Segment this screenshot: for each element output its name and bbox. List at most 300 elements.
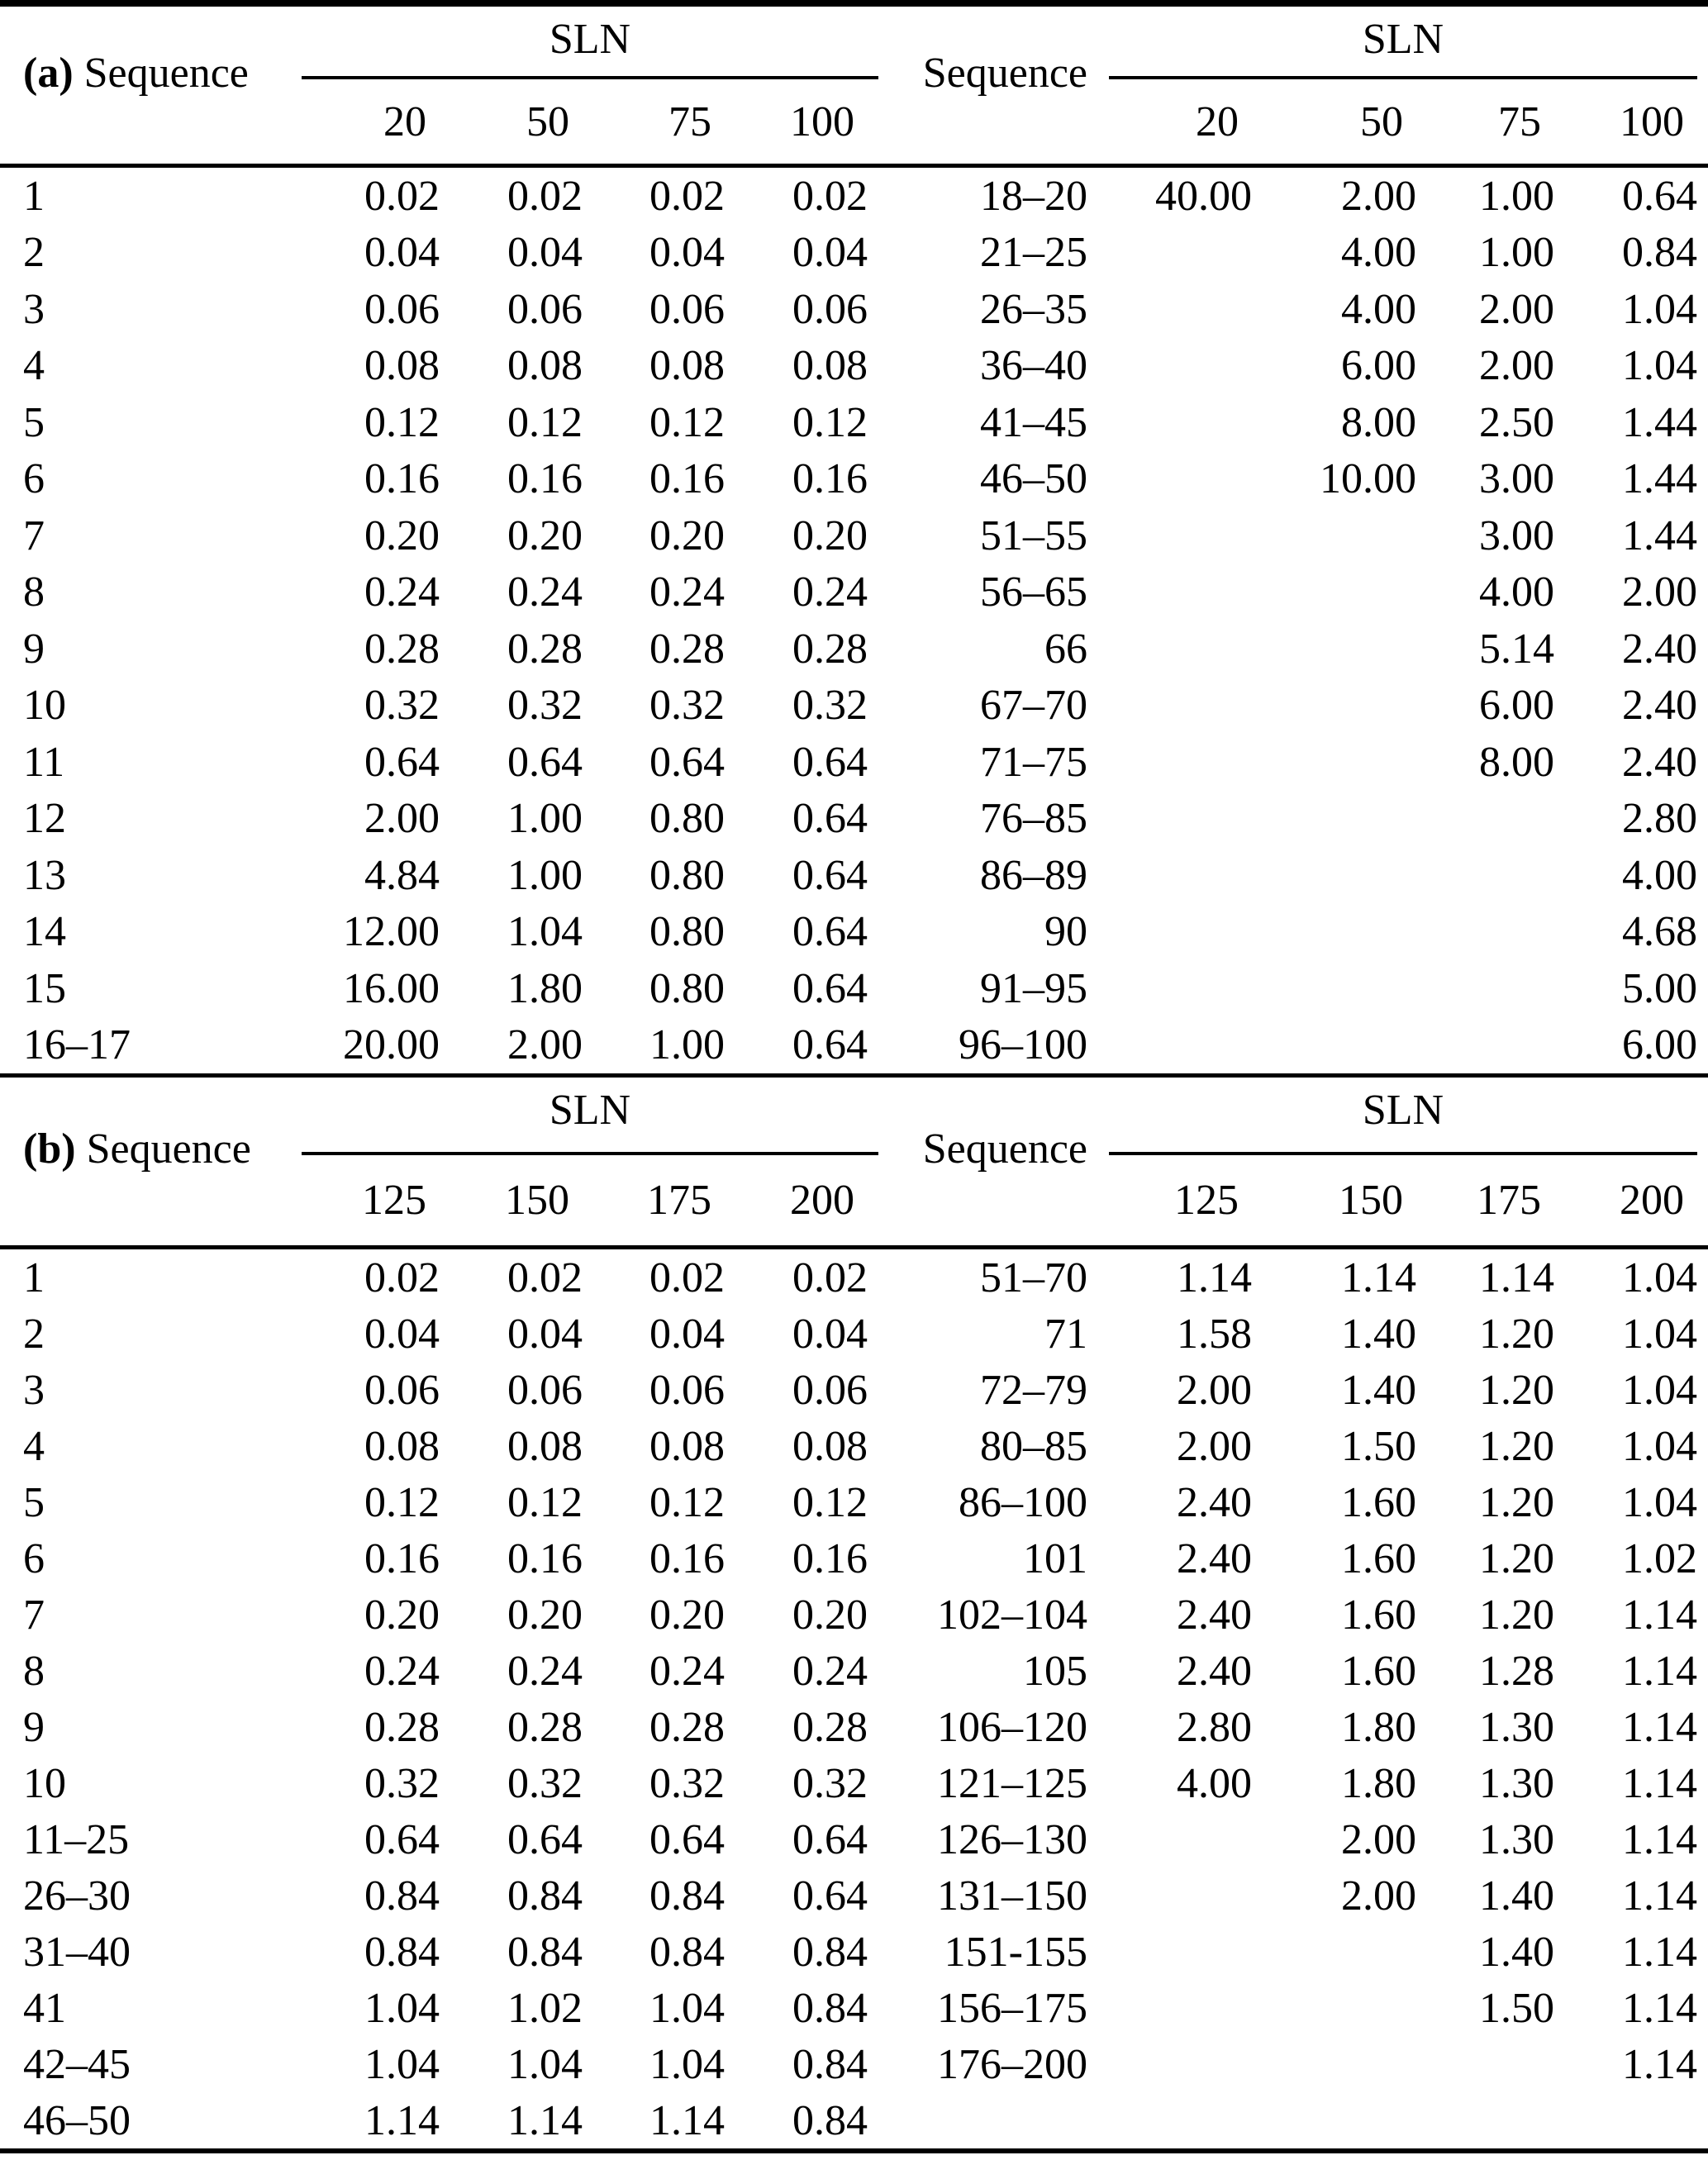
sequence-cell: 4 — [23, 1422, 45, 1470]
value-cell: 2.40 — [1622, 682, 1697, 730]
value-cell: 40.00 — [1155, 172, 1252, 220]
sequence-cell: 7 — [23, 1591, 45, 1639]
col-header: 75 — [668, 98, 711, 145]
table-b-tag: (b) — [23, 1125, 76, 1173]
value-cell: 1.14 — [1622, 1591, 1697, 1639]
sequence-cell: 51–70 — [980, 1254, 1087, 1301]
value-cell: 0.64 — [792, 908, 868, 956]
table-b-sln-group-left — [302, 1078, 878, 1155]
value-cell: 0.32 — [364, 682, 440, 730]
sequence-cell: 8 — [23, 1647, 45, 1695]
value-cell: 0.64 — [792, 1872, 868, 1920]
table-b-sln-group-right — [1109, 1078, 1697, 1155]
value-cell: 1.40 — [1479, 1928, 1554, 1976]
value-cell: 0.84 — [649, 1928, 725, 1976]
sequence-cell: 26–30 — [23, 1872, 131, 1920]
value-cell — [1416, 960, 1554, 1017]
value-cell: 1.14 — [1341, 1254, 1416, 1301]
value-cell: 0.08 — [364, 342, 440, 390]
table-b-sequence-header-2 — [868, 1078, 1087, 1245]
value-cell — [1252, 847, 1416, 904]
sequence-cell: 26–35 — [980, 285, 1087, 333]
sequence-cell: 101 — [1023, 1534, 1087, 1582]
value-cell: 8.00 — [1479, 738, 1554, 786]
value-cell — [1087, 564, 1252, 621]
value-cell: 10.00 — [1320, 455, 1416, 503]
value-cell: 1.14 — [1622, 1759, 1697, 1807]
value-cell: 0.16 — [507, 455, 583, 503]
sequence-cell: 151-155 — [944, 1928, 1087, 1976]
table-a-sequence-header-2 — [868, 7, 1087, 164]
value-cell: 0.24 — [364, 1647, 440, 1695]
value-cell — [1416, 847, 1554, 904]
value-cell: 0.02 — [792, 172, 868, 220]
value-cell: 0.32 — [649, 1759, 725, 1807]
sequence-label: Sequence — [83, 49, 249, 97]
value-cell: 0.64 — [507, 1815, 583, 1863]
value-cell: 4.00 — [1341, 229, 1416, 277]
sequence-cell: 9 — [23, 625, 45, 673]
value-cell: 0.64 — [792, 964, 868, 1012]
value-cell: 1.50 — [1479, 1984, 1554, 2032]
col-header: 200 — [790, 1177, 854, 1224]
col-header: 150 — [1339, 1177, 1403, 1224]
value-cell — [1087, 621, 1252, 678]
value-cell: 0.80 — [649, 908, 725, 956]
value-cell — [1087, 2036, 1252, 2092]
value-cell: 2.40 — [1177, 1478, 1252, 1526]
value-cell: 1.80 — [507, 964, 583, 1012]
value-cell: 0.24 — [649, 1647, 725, 1695]
value-cell: 0.04 — [649, 229, 725, 277]
value-cell: 1.58 — [1177, 1310, 1252, 1358]
value-cell: 0.16 — [792, 1534, 868, 1582]
value-cell: 1.60 — [1341, 1534, 1416, 1582]
value-cell: 4.84 — [364, 851, 440, 899]
value-cell: 1.20 — [1479, 1310, 1554, 1358]
sequence-cell: 56–65 — [980, 569, 1087, 616]
value-cell: 1.04 — [649, 1984, 725, 2032]
value-cell: 0.32 — [792, 1759, 868, 1807]
value-cell: 0.32 — [364, 1759, 440, 1807]
col-header: 50 — [1360, 98, 1403, 145]
value-cell: 2.40 — [1177, 1647, 1252, 1695]
sln-group-label: SLN — [549, 16, 631, 63]
sequence-cell: 10 — [23, 682, 66, 730]
value-cell: 1.04 — [507, 2040, 583, 2088]
value-cell: 0.24 — [792, 569, 868, 616]
value-cell: 1.04 — [1622, 1254, 1697, 1301]
value-cell: 0.28 — [792, 1703, 868, 1751]
sequence-cell: 42–45 — [23, 2040, 131, 2088]
value-cell: 0.12 — [649, 1478, 725, 1526]
value-cell: 1.30 — [1479, 1815, 1554, 1863]
col-header: 50 — [526, 98, 569, 145]
value-cell: 1.14 — [1622, 2040, 1697, 2088]
sequence-cell: 12 — [23, 795, 66, 843]
value-cell — [1416, 2092, 1554, 2148]
value-cell: 0.20 — [649, 511, 725, 559]
value-cell: 2.00 — [1341, 1872, 1416, 1920]
col-header: 150 — [505, 1177, 569, 1224]
value-cell: 2.00 — [1177, 1422, 1252, 1470]
sequence-cell: 80–85 — [980, 1422, 1087, 1470]
value-cell: 0.84 — [507, 1872, 583, 1920]
value-cell: 2.00 — [507, 1021, 583, 1069]
col-header: 20 — [1196, 98, 1239, 145]
table-b-sequence-header — [0, 1078, 274, 1245]
sequence-cell: 96–100 — [959, 1021, 1087, 1069]
value-cell: 4.68 — [1622, 908, 1697, 956]
value-cell: 0.84 — [364, 1872, 440, 1920]
value-cell: 1.02 — [1622, 1534, 1697, 1582]
col-header: 100 — [790, 98, 854, 145]
col-header: 175 — [647, 1177, 711, 1224]
value-cell: 0.20 — [364, 1591, 440, 1639]
value-cell: 1.04 — [1622, 1422, 1697, 1470]
sequence-cell: 5 — [23, 398, 45, 446]
value-cell: 3.00 — [1479, 511, 1554, 559]
value-cell — [1252, 734, 1416, 791]
value-cell: 2.00 — [1177, 1366, 1252, 1414]
value-cell: 0.08 — [649, 1422, 725, 1470]
sequence-cell: 46–50 — [980, 455, 1087, 503]
sequence-cell: 51–55 — [980, 511, 1087, 559]
value-cell — [1087, 507, 1252, 564]
sequence-cell: 21–25 — [980, 229, 1087, 277]
value-cell: 0.08 — [792, 1422, 868, 1470]
value-cell: 0.28 — [507, 1703, 583, 1751]
value-cell: 1.40 — [1341, 1310, 1416, 1358]
value-cell: 1.40 — [1479, 1872, 1554, 1920]
value-cell: 0.20 — [364, 511, 440, 559]
sequence-cell: 1 — [23, 172, 45, 220]
value-cell — [1554, 2092, 1708, 2148]
table-a-sequence-header — [0, 7, 274, 164]
value-cell: 1.04 — [1622, 285, 1697, 333]
value-cell: 1.44 — [1622, 511, 1697, 559]
bottom-rule — [0, 2148, 1708, 2153]
value-cell: 1.14 — [507, 2096, 583, 2144]
value-cell — [1087, 1811, 1252, 1867]
value-cell — [1252, 2036, 1416, 2092]
sln-group-label: SLN — [1362, 16, 1444, 63]
value-cell — [1087, 451, 1252, 508]
value-cell: 8.00 — [1341, 398, 1416, 446]
value-cell: 0.84 — [792, 1984, 868, 2032]
value-cell: 0.64 — [1622, 172, 1697, 220]
value-cell: 0.32 — [507, 1759, 583, 1807]
value-cell: 1.14 — [364, 2096, 440, 2144]
value-cell — [1252, 1017, 1416, 1074]
value-cell: 0.06 — [792, 1366, 868, 1414]
sequence-cell: 102–104 — [937, 1591, 1087, 1639]
value-cell — [1252, 564, 1416, 621]
sequence-cell: 31–40 — [23, 1928, 131, 1976]
value-cell: 0.80 — [649, 795, 725, 843]
value-cell: 0.64 — [792, 1815, 868, 1863]
value-cell: 0.04 — [507, 229, 583, 277]
sequence-cell: 71–75 — [980, 738, 1087, 786]
sequence-cell: 156–175 — [937, 1984, 1087, 2032]
value-cell: 5.00 — [1622, 964, 1697, 1012]
value-cell — [1416, 2036, 1554, 2092]
value-cell: 6.00 — [1479, 682, 1554, 730]
value-cell: 0.04 — [792, 229, 868, 277]
value-cell — [1252, 904, 1416, 961]
sequence-cell: 36–40 — [980, 342, 1087, 390]
top-rule — [0, 0, 1708, 7]
sequence-cell: 67–70 — [980, 682, 1087, 730]
value-cell: 0.84 — [364, 1928, 440, 1976]
value-cell: 0.20 — [649, 1591, 725, 1639]
value-cell: 0.64 — [507, 738, 583, 786]
value-cell: 1.50 — [1341, 1422, 1416, 1470]
value-cell — [1252, 1980, 1416, 2036]
value-cell — [1087, 338, 1252, 395]
value-cell: 0.20 — [507, 511, 583, 559]
value-cell: 4.00 — [1622, 851, 1697, 899]
sequence-cell: 126–130 — [937, 1815, 1087, 1863]
value-cell: 0.12 — [792, 398, 868, 446]
value-cell: 1.14 — [649, 2096, 725, 2144]
value-cell: 0.32 — [792, 682, 868, 730]
value-cell: 1.04 — [649, 2040, 725, 2088]
value-cell: 3.00 — [1479, 455, 1554, 503]
value-cell: 0.24 — [364, 569, 440, 616]
sln-group-label: SLN — [549, 1087, 631, 1134]
value-cell: 0.32 — [507, 682, 583, 730]
value-cell: 0.64 — [792, 851, 868, 899]
value-cell: 2.00 — [364, 795, 440, 843]
value-cell: 0.08 — [507, 342, 583, 390]
value-cell — [1087, 678, 1252, 735]
value-cell: 0.06 — [507, 285, 583, 333]
value-cell: 0.24 — [507, 1647, 583, 1695]
sequence-cell: 91–95 — [980, 964, 1087, 1012]
value-cell: 0.08 — [792, 342, 868, 390]
value-cell: 4.00 — [1479, 569, 1554, 616]
value-cell: 2.00 — [1341, 1815, 1416, 1863]
value-cell — [1252, 2092, 1416, 2148]
value-cell — [1252, 621, 1416, 678]
sequence-cell: 15 — [23, 964, 66, 1012]
value-cell: 1.40 — [1341, 1366, 1416, 1414]
sequence-label: Sequence — [86, 1125, 251, 1173]
value-cell: 1.14 — [1177, 1254, 1252, 1301]
sln-group-label: SLN — [1362, 1087, 1444, 1134]
value-cell: 1.60 — [1341, 1647, 1416, 1695]
value-cell: 1.04 — [1622, 342, 1697, 390]
value-cell: 1.44 — [1622, 398, 1697, 446]
value-cell — [1087, 394, 1252, 451]
sequence-cell: 8 — [23, 569, 45, 616]
value-cell: 0.02 — [649, 172, 725, 220]
value-cell: 0.16 — [364, 1534, 440, 1582]
value-cell: 0.08 — [364, 1422, 440, 1470]
value-cell: 0.20 — [792, 511, 868, 559]
sequence-cell: 6 — [23, 455, 45, 503]
value-cell — [1087, 847, 1252, 904]
table-a-sln-group-right — [1109, 7, 1697, 79]
sequence-cell: 66 — [1044, 625, 1087, 673]
value-cell: 4.00 — [1341, 285, 1416, 333]
value-cell: 1.14 — [1622, 1703, 1697, 1751]
value-cell: 1.60 — [1341, 1591, 1416, 1639]
value-cell: 0.12 — [507, 398, 583, 446]
sequence-cell: 41 — [23, 1984, 66, 2032]
value-cell: 1.04 — [364, 2040, 440, 2088]
value-cell: 1.04 — [364, 1984, 440, 2032]
sequence-cell: 1 — [23, 1254, 45, 1301]
sequence-cell: 18–20 — [980, 172, 1087, 220]
value-cell: 0.64 — [364, 1815, 440, 1863]
value-cell: 0.20 — [507, 1591, 583, 1639]
value-cell: 1.20 — [1479, 1366, 1554, 1414]
col-header: 125 — [1174, 1177, 1239, 1224]
value-cell: 0.28 — [792, 625, 868, 673]
value-cell: 0.08 — [507, 1422, 583, 1470]
col-header: 125 — [362, 1177, 426, 1224]
sequence-cell: 86–100 — [959, 1478, 1087, 1526]
sequence-cell — [868, 2092, 1087, 2148]
value-cell: 0.04 — [649, 1310, 725, 1358]
value-cell: 0.16 — [364, 455, 440, 503]
value-cell: 0.24 — [792, 1647, 868, 1695]
value-cell: 1.80 — [1341, 1703, 1416, 1751]
sequence-cell: 46–50 — [23, 2096, 131, 2144]
col-header: 175 — [1477, 1177, 1541, 1224]
value-cell: 0.32 — [649, 682, 725, 730]
value-cell: 0.20 — [792, 1591, 868, 1639]
value-cell — [1087, 225, 1252, 282]
sequence-cell: 105 — [1023, 1647, 1087, 1695]
value-cell: 0.28 — [364, 625, 440, 673]
sequence-cell: 4 — [23, 342, 45, 390]
sequence-cell: 90 — [1044, 908, 1087, 956]
value-cell: 0.84 — [649, 1872, 725, 1920]
value-cell: 1.04 — [1622, 1310, 1697, 1358]
value-cell: 0.02 — [792, 1254, 868, 1301]
value-cell: 0.06 — [649, 1366, 725, 1414]
value-cell: 1.60 — [1341, 1478, 1416, 1526]
value-cell — [1252, 507, 1416, 564]
value-cell: 0.24 — [649, 569, 725, 616]
value-cell: 1.30 — [1479, 1759, 1554, 1807]
sequence-cell: 41–45 — [980, 398, 1087, 446]
value-cell — [1087, 1017, 1252, 1074]
value-cell: 5.14 — [1479, 625, 1554, 673]
value-cell: 16.00 — [343, 964, 440, 1012]
value-cell: 0.64 — [649, 738, 725, 786]
value-cell: 2.50 — [1479, 398, 1554, 446]
value-cell: 2.80 — [1622, 795, 1697, 843]
value-cell: 0.84 — [507, 1928, 583, 1976]
value-cell: 20.00 — [343, 1021, 440, 1069]
value-cell: 1.30 — [1479, 1703, 1554, 1751]
sequence-cell: 11 — [23, 738, 65, 786]
value-cell: 1.14 — [1622, 1984, 1697, 2032]
sequence-cell: 13 — [23, 851, 66, 899]
value-cell — [1252, 678, 1416, 735]
value-cell: 1.00 — [649, 1021, 725, 1069]
value-cell — [1252, 1924, 1416, 1980]
value-cell: 1.04 — [1622, 1478, 1697, 1526]
value-cell: 1.00 — [1479, 172, 1554, 220]
value-cell — [1416, 904, 1554, 961]
value-cell: 0.02 — [364, 1254, 440, 1301]
value-cell — [1416, 1017, 1554, 1074]
value-cell: 2.00 — [1341, 172, 1416, 220]
value-cell: 0.28 — [364, 1703, 440, 1751]
value-cell: 1.14 — [1622, 1928, 1697, 1976]
sequence-cell: 86–89 — [980, 851, 1087, 899]
value-cell: 1.02 — [507, 1984, 583, 2032]
value-cell: 0.64 — [364, 738, 440, 786]
value-cell: 0.12 — [364, 398, 440, 446]
table-a-tag: (a) — [23, 49, 74, 97]
value-cell: 0.06 — [649, 285, 725, 333]
value-cell: 0.06 — [364, 1366, 440, 1414]
value-cell — [1087, 960, 1252, 1017]
value-cell: 0.08 — [649, 342, 725, 390]
sequence-cell: 2 — [23, 229, 45, 277]
value-cell — [1252, 960, 1416, 1017]
value-cell: 0.02 — [649, 1254, 725, 1301]
value-cell: 0.02 — [364, 172, 440, 220]
value-cell: 1.14 — [1622, 1872, 1697, 1920]
value-cell: 4.00 — [1177, 1759, 1252, 1807]
value-cell: 0.04 — [364, 229, 440, 277]
value-cell: 0.28 — [649, 1703, 725, 1751]
value-cell: 0.64 — [792, 738, 868, 786]
value-cell: 0.16 — [507, 1534, 583, 1582]
value-cell: 1.80 — [1341, 1759, 1416, 1807]
value-cell: 0.28 — [649, 625, 725, 673]
value-cell: 1.14 — [1479, 1254, 1554, 1301]
value-cell: 1.28 — [1479, 1647, 1554, 1695]
value-cell: 12.00 — [343, 908, 440, 956]
value-cell: 0.04 — [507, 1310, 583, 1358]
value-cell: 0.02 — [507, 1254, 583, 1301]
sequence-cell: 16–17 — [23, 1021, 131, 1069]
value-cell: 0.84 — [792, 2096, 868, 2144]
value-cell — [1087, 281, 1252, 338]
sequence-cell: 121–125 — [937, 1759, 1087, 1807]
value-cell: 1.44 — [1622, 455, 1697, 503]
sequence-cell: 106–120 — [937, 1703, 1087, 1751]
sequence-cell: 3 — [23, 285, 45, 333]
col-header: 100 — [1620, 98, 1684, 145]
value-cell: 2.00 — [1479, 342, 1554, 390]
sequence-label: Sequence — [922, 49, 1087, 97]
table-a-sequence-header-text — [23, 49, 249, 98]
value-cell — [1416, 791, 1554, 848]
value-cell: 1.00 — [507, 795, 583, 843]
value-cell: 0.12 — [364, 1478, 440, 1526]
value-cell: 0.84 — [1622, 229, 1697, 277]
value-cell: 1.04 — [507, 908, 583, 956]
value-cell: 0.80 — [649, 851, 725, 899]
value-cell: 2.00 — [1479, 285, 1554, 333]
value-cell: 6.00 — [1622, 1021, 1697, 1069]
value-cell: 0.16 — [649, 1534, 725, 1582]
value-cell: 1.20 — [1479, 1422, 1554, 1470]
sequence-cell: 11–25 — [23, 1815, 130, 1863]
sequence-cell: 10 — [23, 1759, 66, 1807]
value-cell — [1087, 1867, 1252, 1924]
value-cell — [1087, 1924, 1252, 1980]
